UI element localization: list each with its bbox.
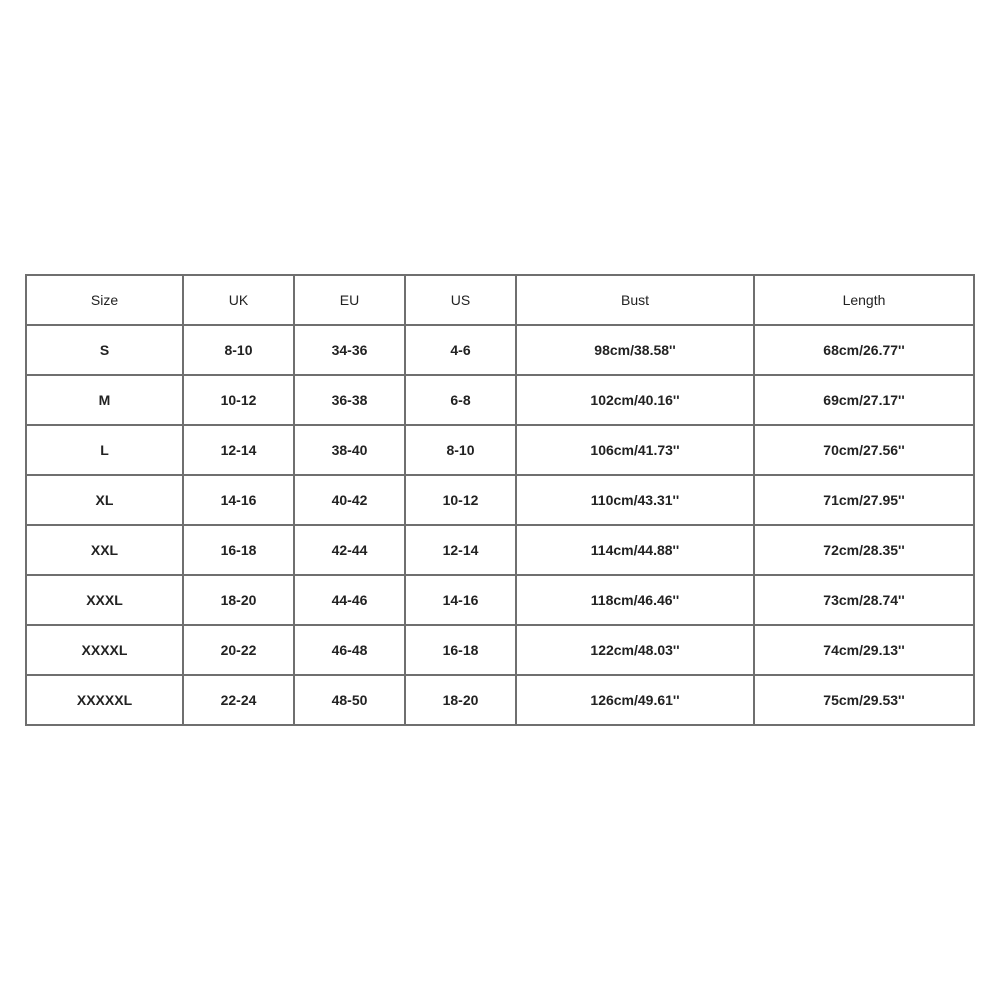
size-chart-table (25, 274, 975, 726)
cell-length: 75cm/29.53'' (754, 675, 974, 725)
cell-bust: 114cm/44.88'' (516, 525, 754, 575)
cell-us: 8-10 (405, 425, 516, 475)
cell-eu: 34-36 (294, 325, 405, 375)
table-row (26, 675, 974, 725)
cell-length: 72cm/28.35'' (754, 525, 974, 575)
cell-size: M (26, 375, 183, 425)
cell-size: XL (26, 475, 183, 525)
cell-bust: 102cm/40.16'' (516, 375, 754, 425)
header-length: Length (754, 275, 974, 325)
cell-us: 6-8 (405, 375, 516, 425)
cell-us: 4-6 (405, 325, 516, 375)
cell-uk: 14-16 (183, 475, 294, 525)
cell-uk: 10-12 (183, 375, 294, 425)
table-header (26, 275, 974, 325)
cell-eu: 38-40 (294, 425, 405, 475)
cell-eu: 46-48 (294, 625, 405, 675)
table-row (26, 325, 974, 375)
cell-uk: 22-24 (183, 675, 294, 725)
cell-size: XXXXXL (26, 675, 183, 725)
cell-eu: 36-38 (294, 375, 405, 425)
cell-bust: 98cm/38.58'' (516, 325, 754, 375)
cell-eu: 42-44 (294, 525, 405, 575)
cell-us: 14-16 (405, 575, 516, 625)
cell-bust: 118cm/46.46'' (516, 575, 754, 625)
cell-size: XXXXL (26, 625, 183, 675)
table-row (26, 625, 974, 675)
header-row (26, 275, 974, 325)
cell-us: 18-20 (405, 675, 516, 725)
cell-eu: 40-42 (294, 475, 405, 525)
cell-size: XXXL (26, 575, 183, 625)
cell-length: 71cm/27.95'' (754, 475, 974, 525)
cell-size: S (26, 325, 183, 375)
header-us: US (405, 275, 516, 325)
header-eu: EU (294, 275, 405, 325)
table-row (26, 475, 974, 525)
table-body (26, 325, 974, 725)
cell-bust: 122cm/48.03'' (516, 625, 754, 675)
cell-length: 74cm/29.13'' (754, 625, 974, 675)
cell-us: 10-12 (405, 475, 516, 525)
cell-eu: 44-46 (294, 575, 405, 625)
table-row (26, 575, 974, 625)
cell-size: L (26, 425, 183, 475)
header-size: Size (26, 275, 183, 325)
header-uk: UK (183, 275, 294, 325)
cell-uk: 12-14 (183, 425, 294, 475)
cell-bust: 110cm/43.31'' (516, 475, 754, 525)
cell-length: 69cm/27.17'' (754, 375, 974, 425)
table-row (26, 375, 974, 425)
table-row (26, 525, 974, 575)
cell-us: 16-18 (405, 625, 516, 675)
cell-bust: 126cm/49.61'' (516, 675, 754, 725)
table-row (26, 425, 974, 475)
cell-bust: 106cm/41.73'' (516, 425, 754, 475)
cell-uk: 18-20 (183, 575, 294, 625)
cell-length: 70cm/27.56'' (754, 425, 974, 475)
header-bust: Bust (516, 275, 754, 325)
cell-size: XXL (26, 525, 183, 575)
cell-length: 73cm/28.74'' (754, 575, 974, 625)
cell-uk: 16-18 (183, 525, 294, 575)
cell-eu: 48-50 (294, 675, 405, 725)
cell-length: 68cm/26.77'' (754, 325, 974, 375)
cell-us: 12-14 (405, 525, 516, 575)
cell-uk: 20-22 (183, 625, 294, 675)
cell-uk: 8-10 (183, 325, 294, 375)
